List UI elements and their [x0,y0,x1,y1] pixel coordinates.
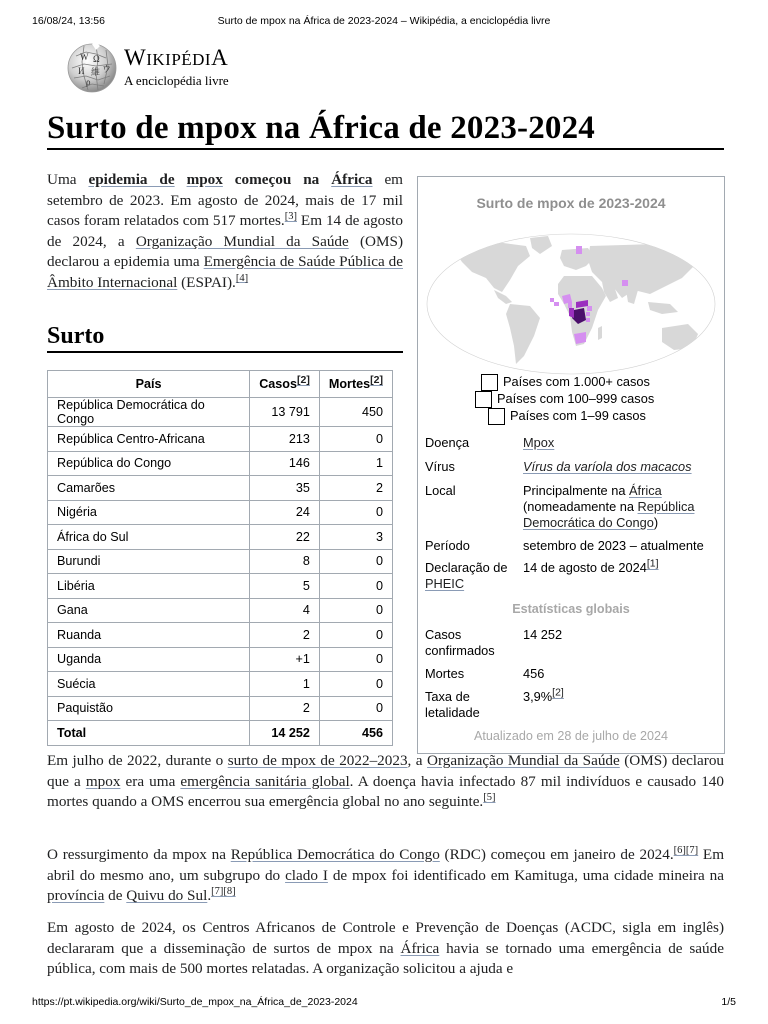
cell-cases: 2 [250,623,320,648]
ref-2[interactable]: [2] [552,686,564,699]
ref-2[interactable]: [2] [370,373,383,386]
cell-deaths: 0 [319,672,392,697]
cell-deaths: 2 [319,476,392,501]
print-datetime: 16/08/24, 13:56 [32,15,105,27]
cell-country: Nigéria [48,500,250,525]
cell-cases: 24 [250,500,320,525]
link-mpox[interactable]: mpox [186,171,223,188]
cell-country: Ruanda [48,623,250,648]
link-clado-i[interactable]: clado I [285,866,328,884]
table-header-row [48,371,393,398]
cell-country: Libéria [48,574,250,599]
print-url: https://pt.wikipedia.org/wiki/Surto_de_mpox_na_África_de_2023-2024 [32,996,358,1008]
cell-country: Suécia [48,672,250,697]
ref-1[interactable]: [1] [646,557,659,570]
table-total-row [48,721,393,746]
table-row [48,451,393,476]
legend-swatch [481,374,498,391]
ref-8[interactable]: [8] [223,885,236,897]
table-row [48,525,393,550]
svg-text:И: И [78,66,85,76]
paragraph-ressurgimento: O ressurgimento da mpox na República Democrática do Congo (RDC) começou em janeiro de 2024.[6][7] Em abril do mesmo ano, um subgrupo do clado I de mpox foi identificado em Kamituga, uma cidade mineira na província de Quivu do Sul.[7][8] [47,844,725,904]
section-divider [47,351,403,353]
link-mpox[interactable]: Mpox [523,435,555,450]
cell-country: República do Congo [48,451,250,476]
svg-text:Ω: Ω [93,54,100,64]
page-title: Surto de mpox na África de 2023-2024 [47,110,596,146]
cell-cases: 22 [250,525,320,550]
ref-7[interactable]: [7] [685,844,699,856]
cell-country: África do Sul [48,525,250,550]
ref-7[interactable]: [7] [211,885,224,897]
ref-4[interactable]: [4] [235,272,249,284]
link-mpox[interactable]: mpox [85,772,121,790]
svg-text:ρ: ρ [86,77,91,87]
link-oms[interactable]: Organização Mundial da Saúde [135,232,349,250]
table-row [48,672,393,697]
world-outbreak-map[interactable] [426,232,716,377]
table-row [48,598,393,623]
col-header-country: País [48,371,250,398]
table-row [48,476,393,501]
table-row [48,623,393,648]
cell-country: Uganda [48,647,250,672]
link-africa[interactable]: África [629,483,662,498]
link-espai[interactable]: Emergência de Saúde Pública de Âmbito Internacional [47,253,403,291]
table-row [48,427,393,452]
legend-item: Países com 1–99 casos [488,408,646,424]
wikipedia-globe-logo[interactable] [66,42,118,94]
cell-deaths: 0 [319,427,392,452]
wikipedia-tagline: A enciclopédia livre [124,73,229,88]
cell-deaths: 0 [319,623,392,648]
cell-cases: 2 [250,696,320,721]
table-row [48,549,393,574]
cell-country: Burundi [48,549,250,574]
infobox-stats-heading: Estatísticas globais [512,602,630,616]
ref-2[interactable]: [2] [297,373,310,386]
cell-total-label: Total [48,721,250,746]
wikipedia-wordmark[interactable]: WIKIPÉDIA A enciclopédia livre [124,45,229,88]
link-oms[interactable]: Organização Mundial da Saúde [427,752,620,769]
link-rdc[interactable]: República Democrática do Congo [230,846,440,863]
col-header-cases: Casos[2] [250,371,320,398]
table-row [48,647,393,672]
cell-cases: 35 [250,476,320,501]
link-epidemia[interactable]: epidemia de [88,171,175,188]
paragraph-2022: Em julho de 2022, durante o surto de mpox de 2022–2023, a Organização Mundial da Saúde (OMS) declarou que a mpox era uma emergência sanitária global. A doença havia infectado 87 mil indivíduos e causado 140 mortes quando a OMS encerrou sua emergência global no ano seguinte.[5] [47,752,725,810]
link-provincia[interactable]: província [47,887,105,904]
paragraph-acdc: Em agosto de 2024, os Centros Africanos de Controle e Prevenção de Doenças (ACDC, sigla em inglês) declararam que a disseminação de surtos de mpox na África havia se tornado uma emergência de saúde pública, com mais de 500 mortes relatadas. A organização solicitou a ajuda e [47,919,724,977]
cell-deaths: 0 [319,696,392,721]
cell-country: Paquistão [48,696,250,721]
cell-cases: 213 [250,427,320,452]
cell-country: Camarões [48,476,250,501]
ref-3[interactable]: [3] [284,210,297,222]
intro-paragraph: Uma epidemia de mpox começou na África em setembro de 2023. Em agosto de 2024, mais de 17 mil casos foram relatados com 517 mortes.[3] Em 14 de agosto de 2024, a Organização Mundial da Saúde (OMS) declarou a epidemia uma Emergência de Saúde Pública de Âmbito Internacional (ESPAI).[4] [47,171,404,291]
title-divider [47,148,724,150]
table-row [48,696,393,721]
cell-deaths: 0 [319,598,392,623]
ref-5[interactable]: [5] [483,791,496,803]
print-header [32,15,736,29]
legend-swatch [488,408,505,425]
link-rdc[interactable]: República Democrática do Congo [523,499,695,530]
link-africa[interactable]: África [331,171,373,188]
legend-item: Países com 1.000+ casos [481,374,650,390]
print-page-number: 1/5 [721,996,736,1008]
link-pheic[interactable]: PHEIC [425,576,465,591]
cell-country: República Democrática do Congo [48,398,250,427]
cell-cases: 5 [250,574,320,599]
cell-total-cases: 14 252 [250,721,320,746]
table-row [48,500,393,525]
link-quivu-do-sul[interactable]: Quivu do Sul [126,887,208,904]
infobox-title: Surto de mpox de 2023-2024 [476,195,666,211]
table-row [48,574,393,599]
cell-cases: +1 [250,647,320,672]
link-emergencia-global[interactable]: emergência sanitária global [180,772,350,790]
ref-6[interactable]: [6] [673,844,686,856]
cell-deaths: 0 [319,500,392,525]
infobox: Surto de mpox de 2023-2024 Países com 1.000+ casos Países com 100–999 casos Países com 1–99 casos Doença Mpox Vírus Vírus da varíola dos macacos Local Principalmente na África (nomeadamente na República Democrática do Congo) Período setembro de 2023 – atualmente Declaração de PHEIC 14 de agosto de 2024[1] Estatísticas globais Casos confirmados 14 252 Mortes 456 Taxa de letalidade 3,9%[2] Atualizado em 28 de julho de 2024 [417,176,725,754]
cell-country: República Centro-Africana [48,427,250,452]
svg-text:W: W [80,52,89,62]
cell-deaths: 1 [319,451,392,476]
link-africa[interactable]: África [400,939,440,957]
cell-total-deaths: 456 [319,721,392,746]
svg-text:維: 維 [91,67,101,77]
cell-deaths: 0 [319,574,392,599]
print-footer [32,996,736,1010]
cell-deaths: 450 [319,398,392,427]
infobox-updated: Atualizado em 28 de julho de 2024 [474,729,668,743]
print-document-title: Surto de mpox na África de 2023-2024 – Wikipédia, a enciclopédia livre [217,15,551,27]
link-virus[interactable]: Vírus da varíola dos macacos [523,459,692,474]
cell-cases: 8 [250,549,320,574]
cell-country: Gana [48,598,250,623]
legend-swatch [475,391,492,408]
legend-item: Países com 100–999 casos [475,391,654,407]
cases-table [47,370,393,746]
cell-deaths: 0 [319,549,392,574]
link-surto-2022[interactable]: surto de mpox de 2022–2023 [227,752,408,769]
svg-text:ウ: ウ [102,64,112,74]
cell-deaths: 3 [319,525,392,550]
table-row [48,398,393,427]
col-header-deaths: Mortes[2] [319,371,392,398]
cell-cases: 13 791 [250,398,320,427]
cell-cases: 4 [250,598,320,623]
section-heading-surto: Surto [47,323,105,349]
cell-cases: 1 [250,672,320,697]
cell-deaths: 0 [319,647,392,672]
cell-cases: 146 [250,451,320,476]
